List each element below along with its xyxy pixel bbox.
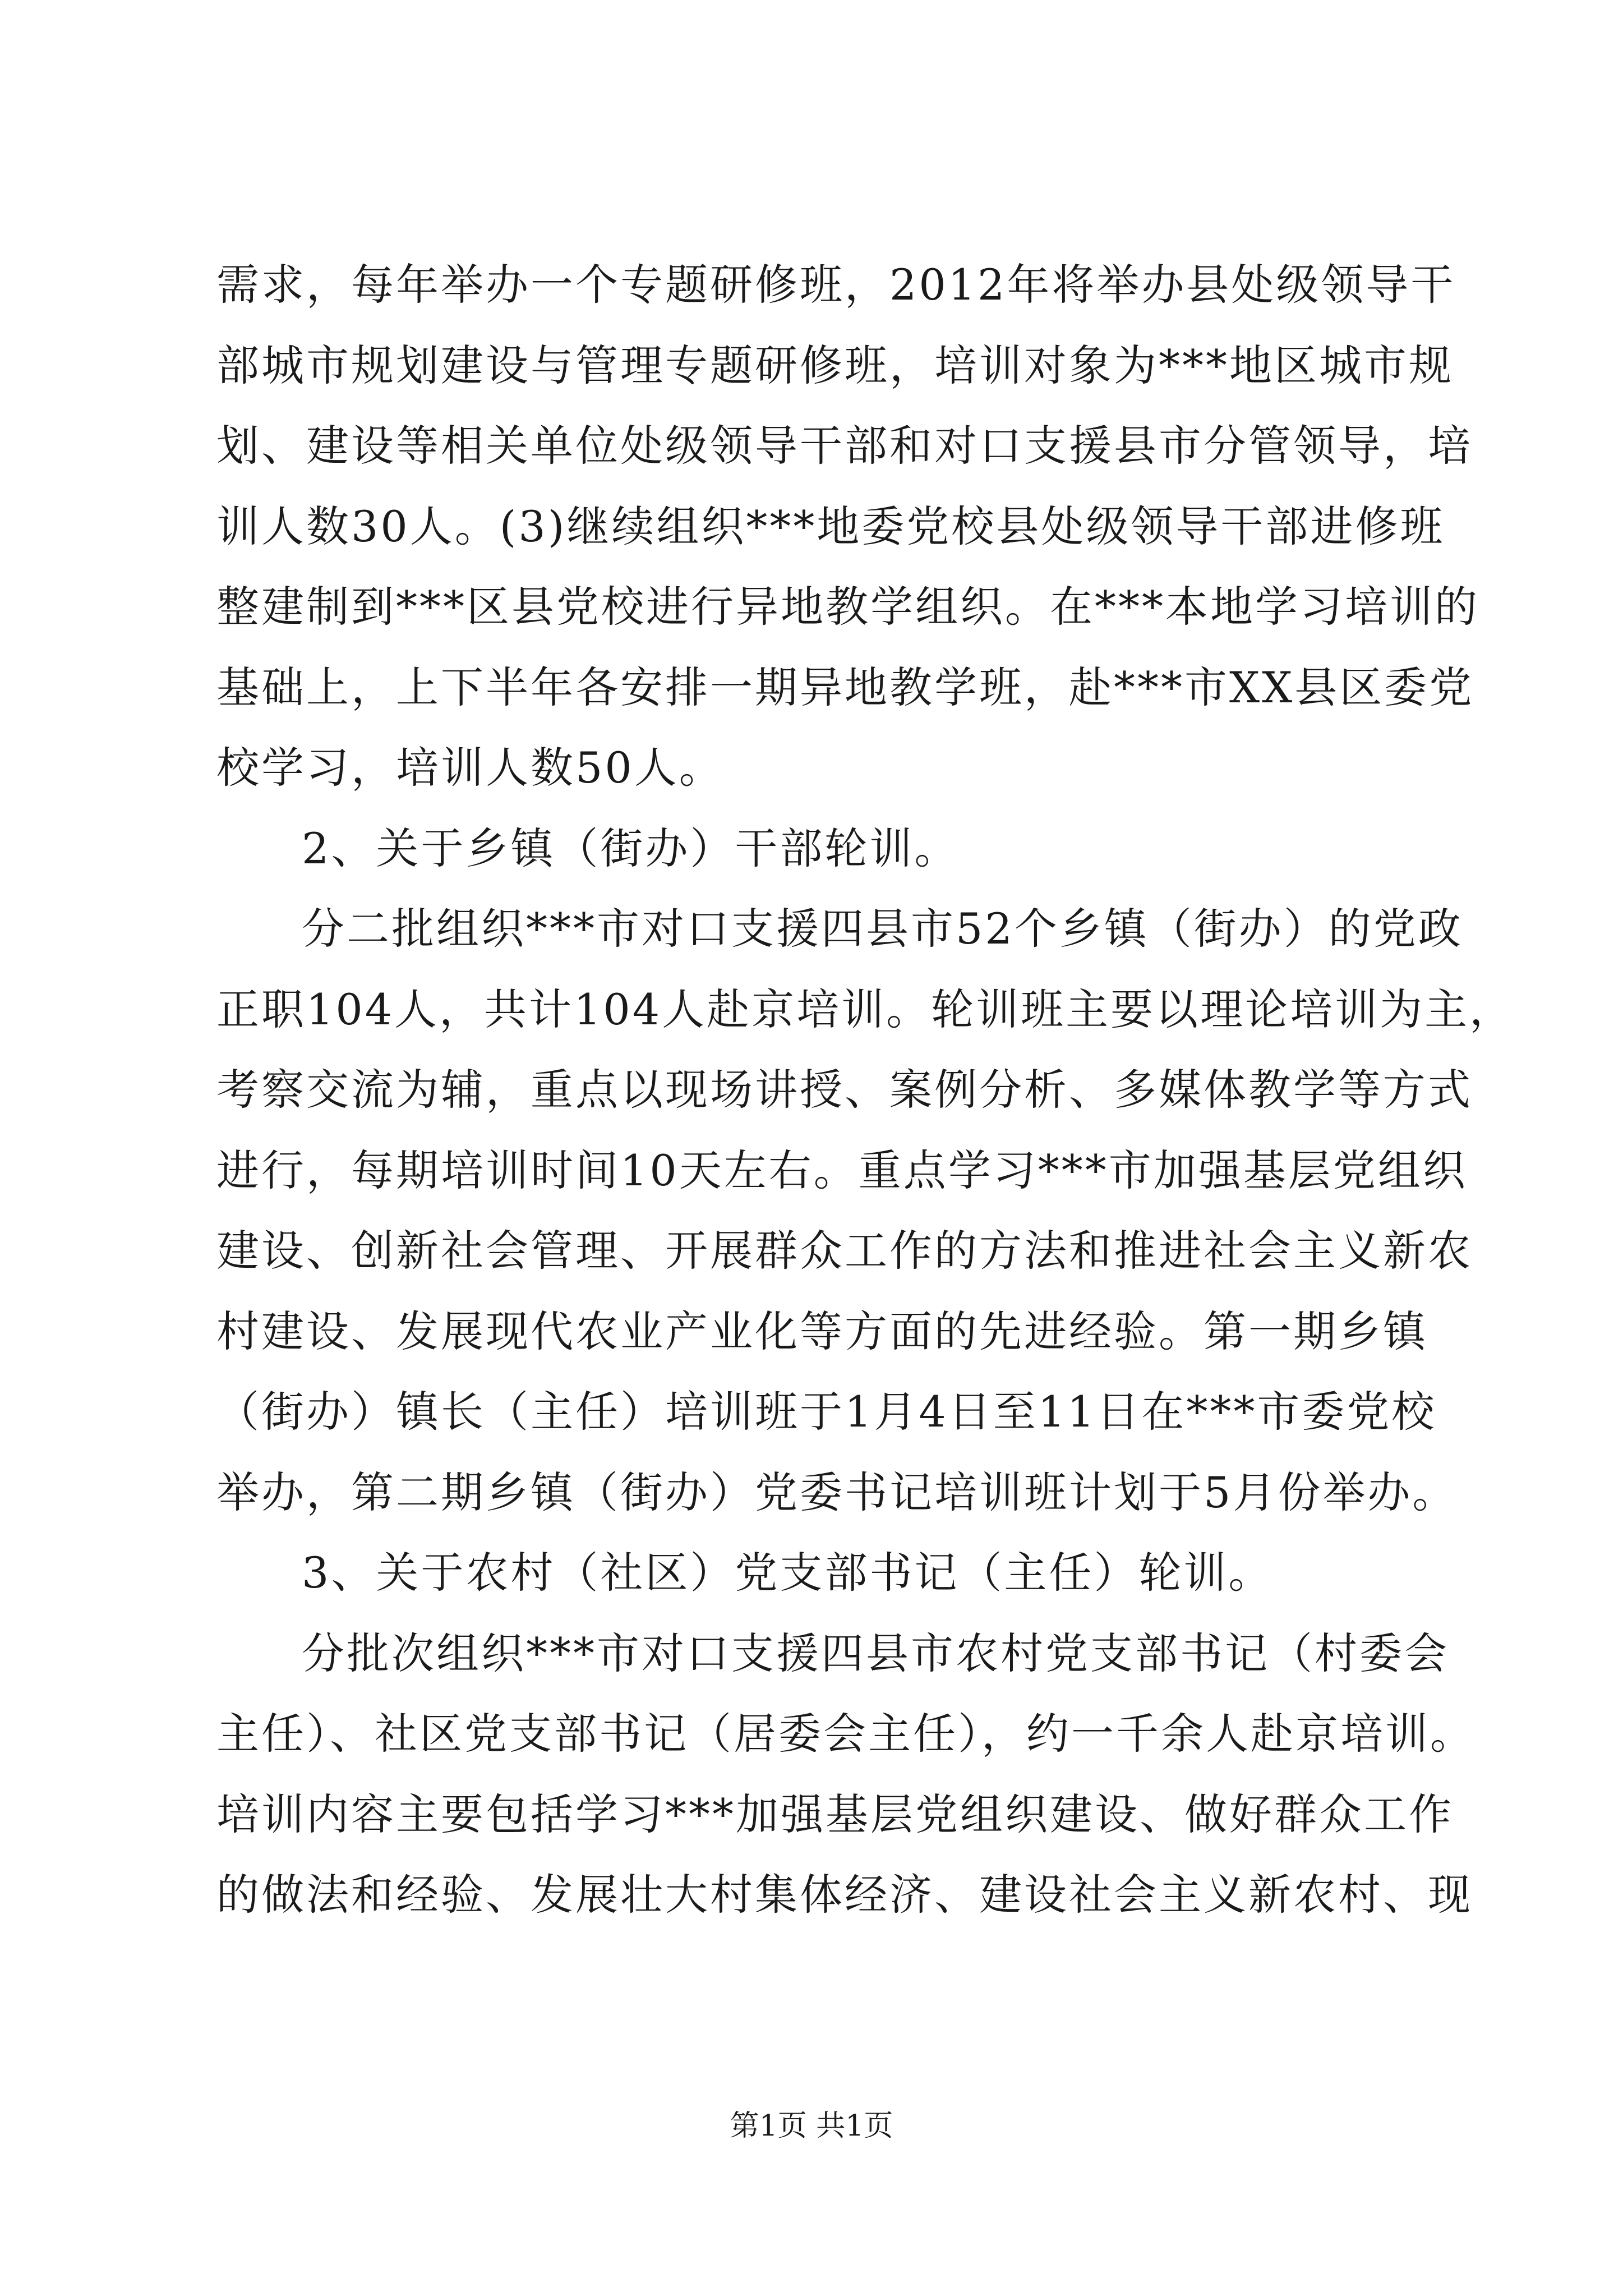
text-line: 校学习，培训人数50人。 (216, 743, 724, 793)
paragraph-first-line: 分批次组织***市对口支援四县市农村党支部书记（村委会 (302, 1628, 1449, 1678)
page-number-label: 第1页 共1页 (730, 2109, 893, 2143)
text-line: 村建设、发展现代农业产业化等方面的先进经验。第一期乡镇 (216, 1306, 1428, 1356)
text-line: 基础上，上下半年各安排一期异地教学班，赴***市XX县区委党 (216, 662, 1474, 712)
text-line: 需求，每年举办一个专题研修班，2012年将举办县处级领导干 (216, 260, 1456, 310)
text-line: 考察交流为辅，重点以现场讲授、案例分析、多媒体教学等方式 (216, 1065, 1473, 1115)
text-line: 主任）、社区党支部书记（居委会主任），约一千余人赴京培训。 (216, 1709, 1475, 1759)
text-line: 建设、创新社会管理、开展群众工作的方法和推进社会主义新农 (216, 1226, 1473, 1276)
page-footer (0, 2106, 1623, 2146)
text-line: 举办，第二期乡镇（街办）党委书记培训班计划于5月份举办。 (216, 1467, 1458, 1517)
text-line: 部城市规划建设与管理专题研修班，培训对象为***地区城市规 (216, 340, 1454, 390)
text-line: 训人数30人。(3)继续组织***地委党校县处级领导干部进修班 (216, 501, 1445, 551)
text-line: 正职104人，共计104人赴京培训。轮训班主要以理论培训为主， (216, 984, 1515, 1034)
text-line: 整建制到***区县党校进行异地教学组织。在***本地学习培训的 (216, 582, 1479, 632)
text-line: 的做法和经验、发展壮大村集体经济、建设社会主义新农村、现 (216, 1870, 1473, 1920)
text-line: 进行，每期培训时间10天左右。重点学习***市加强基层党组织 (216, 1145, 1468, 1195)
text-line: 划、建设等相关单位处级领导干部和对口支援县市分管领导，培 (216, 421, 1473, 471)
paragraph-first-line: 分二批组织***市对口支援四县市52个乡镇（街办）的党政 (302, 904, 1463, 954)
section-heading: 2、关于乡镇（街办）干部轮训。 (302, 823, 960, 873)
text-line: 培训内容主要包括学习***加强基层党组织建设、做好群众工作 (216, 1789, 1454, 1839)
section-heading: 3、关于农村（社区）党支部书记（主任）轮训。 (302, 1548, 1274, 1598)
document-body (216, 245, 1515, 1935)
text-line: （街办）镇长（主任）培训班于1月4日至11日在***市委党校 (216, 1387, 1437, 1437)
